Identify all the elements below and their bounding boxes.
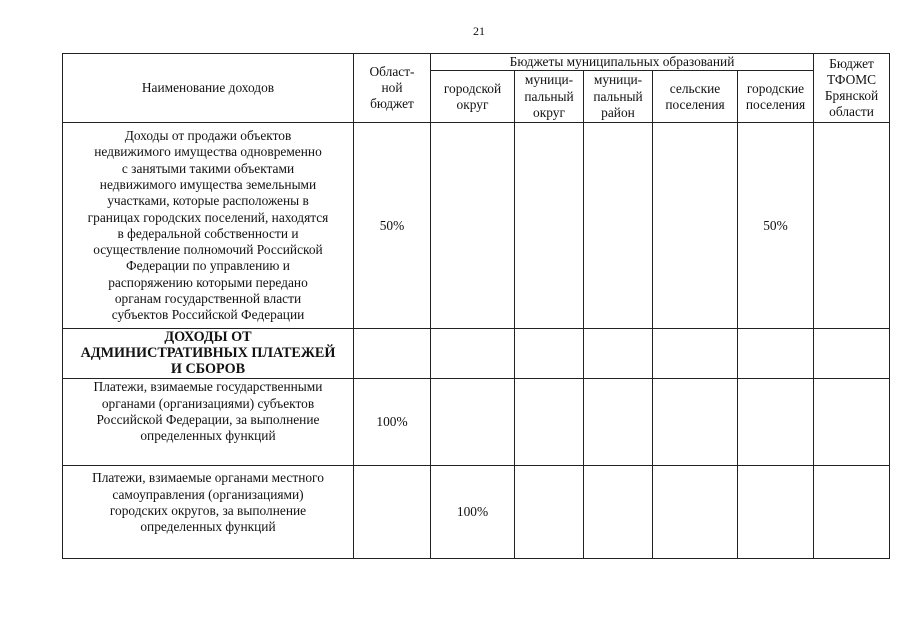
value-cell: [584, 329, 653, 379]
value-cell: [814, 379, 890, 466]
header-regional-budget: Област- ной бюджет: [354, 54, 431, 123]
header-municipal-district: муници- пальный округ: [515, 71, 584, 123]
value-cell: [814, 466, 890, 559]
header-rural-settlements: сельские поселения: [653, 71, 738, 123]
revenue-distribution-table: [62, 53, 890, 559]
header-tfoms-budget: Бюджет ТФОМС Брянской области: [814, 54, 890, 123]
value-cell: [515, 123, 584, 329]
value-cell: 50%: [354, 123, 431, 329]
value-cell: [738, 329, 814, 379]
value-cell: [431, 329, 515, 379]
header-municipal-area: муници- пальный район: [584, 71, 653, 123]
value-cell: [584, 123, 653, 329]
section-row: [63, 329, 890, 379]
row-name: Платежи, взимаемые государственными органами (организациями) субъектов Российской Федерации, за выполнение определенных функций: [63, 379, 354, 466]
value-cell: [431, 123, 515, 329]
value-cell: [431, 379, 515, 466]
value-cell: 50%: [738, 123, 814, 329]
header-municipal-budgets: Бюджеты муниципальных образований: [431, 54, 814, 71]
value-cell: [738, 466, 814, 559]
value-cell: [814, 123, 890, 329]
section-heading: ДОХОДЫ ОТ АДМИНИСТРАТИВНЫХ ПЛАТЕЖЕЙ И СБОРОВ: [63, 329, 354, 379]
table-row: [63, 466, 890, 559]
value-cell: [584, 379, 653, 466]
value-cell: [738, 379, 814, 466]
header-urban-settlements: городские поселения: [738, 71, 814, 123]
value-cell: [814, 329, 890, 379]
value-cell: [354, 466, 431, 559]
page-number: 21: [473, 24, 485, 38]
row-name: Доходы от продажи объектов недвижимого имущества одновременно с занятыми такими объектами недвижимого имущества земельными участками, которые расположены в границах городских поселений, находятся в федеральной собственности и осуществление полномочий Российской Федерации по управлению и распоряжению которыми передано органам государственной власти субъектов Российской Федерации: [63, 123, 354, 329]
table-row: [63, 123, 890, 329]
value-cell: [653, 466, 738, 559]
row-name: Платежи, взимаемые органами местного самоуправления (организациями) городских округов, за выполнение определенных функций: [63, 466, 354, 559]
value-cell: [354, 329, 431, 379]
value-cell: [584, 466, 653, 559]
value-cell: [653, 329, 738, 379]
header-city-district: городской округ: [431, 71, 515, 123]
value-cell: 100%: [431, 466, 515, 559]
value-cell: [653, 379, 738, 466]
value-cell: [515, 379, 584, 466]
value-cell: 100%: [354, 379, 431, 466]
value-cell: [515, 329, 584, 379]
table-row: [63, 379, 890, 466]
value-cell: [653, 123, 738, 329]
header-revenue-name: Наименование доходов: [63, 54, 354, 123]
value-cell: [515, 466, 584, 559]
